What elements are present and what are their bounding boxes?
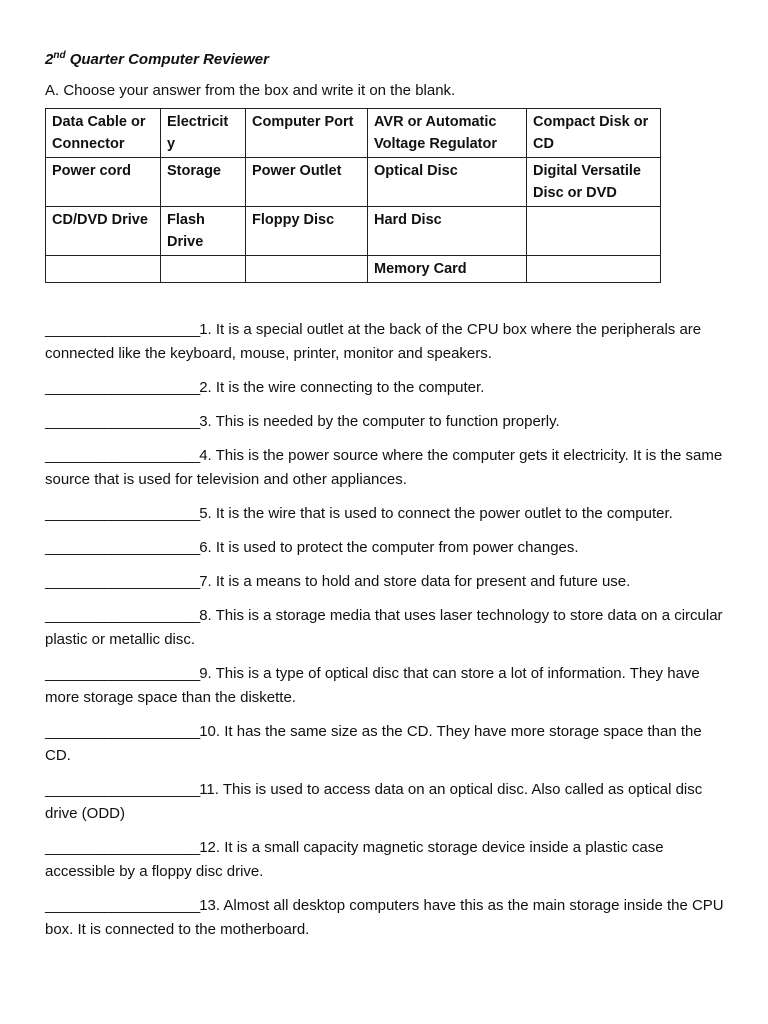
- question-text: 4. This is the power source where the computer gets it electricity. It is the same source that is used for television and other appliances.: [45, 447, 723, 488]
- answer-box-cell: [46, 256, 161, 283]
- answer-blank[interactable]: _____________________: [45, 413, 200, 430]
- answer-box-cell: Power cord: [46, 158, 161, 207]
- answer-box-cell: Storage: [161, 158, 246, 207]
- question-text: 9. This is a type of optical disc that can store a lot of information. They have more storage space than the diskette.: [45, 665, 700, 706]
- question-item: [45, 444, 725, 492]
- answer-blank[interactable]: _____________________: [45, 573, 200, 590]
- question-text: 7. It is a means to hold and store data for present and future use.: [199, 573, 631, 590]
- question-item: [45, 662, 725, 710]
- answer-blank[interactable]: _____________________: [45, 321, 200, 338]
- answer-blank[interactable]: _____________________: [45, 539, 200, 556]
- answer-box-row: [46, 256, 661, 283]
- answer-box-cell: CD/DVD Drive: [46, 207, 161, 256]
- question-item: [45, 318, 725, 366]
- instruction-text: A. Choose your answer from the box and write it on the blank.: [45, 82, 456, 99]
- question-text: 5. It is the wire that is used to connect the power outlet to the computer.: [199, 505, 673, 522]
- title-number: 2: [45, 51, 54, 68]
- answer-blank[interactable]: _____________________: [45, 447, 200, 464]
- answer-blank[interactable]: _____________________: [45, 379, 200, 396]
- answer-box-cell: [527, 256, 661, 283]
- answer-blank[interactable]: _____________________: [45, 723, 200, 740]
- answer-box-cell: Electricit y: [161, 109, 246, 158]
- question-item: [45, 604, 725, 652]
- question-item: [45, 894, 725, 942]
- page-title: [45, 50, 725, 70]
- answer-box-cell: Hard Disc: [368, 207, 527, 256]
- question-item: [45, 410, 725, 434]
- answer-box-row: [46, 109, 661, 158]
- question-item: [45, 502, 725, 526]
- answer-box-row: [46, 158, 661, 207]
- document-page: [45, 42, 725, 952]
- title-text: Quarter Computer Reviewer: [65, 51, 269, 68]
- question-text: 11. This is used to access data on an optical disc. Also called as optical disc drive (ODD): [45, 781, 703, 822]
- answer-box-cell: [246, 256, 368, 283]
- question-text: 10. It has the same size as the CD. They have more storage space than the CD.: [45, 723, 702, 764]
- question-text: 12. It is a small capacity magnetic storage device inside a plastic case accessible by a floppy disc drive.: [45, 839, 664, 880]
- question-item: [45, 778, 725, 826]
- answer-box-cell: Flash Drive: [161, 207, 246, 256]
- question-item: [45, 536, 725, 560]
- answer-box-cell: Memory Card: [368, 256, 527, 283]
- answer-box-row: [46, 207, 661, 256]
- title-superscript: nd: [53, 50, 66, 61]
- answer-blank[interactable]: _____________________: [45, 839, 200, 856]
- question-text: 6. It is used to protect the computer from power changes.: [199, 539, 579, 556]
- answer-blank[interactable]: _____________________: [45, 505, 200, 522]
- answer-blank[interactable]: _____________________: [45, 665, 200, 682]
- question-item: [45, 836, 725, 884]
- answer-box-table: [45, 108, 661, 283]
- question-item: [45, 376, 725, 400]
- question-item: [45, 570, 725, 594]
- answer-box-cell: [161, 256, 246, 283]
- question-text: 1. It is a special outlet at the back of the CPU box where the peripherals are connected like the keyboard, mouse, printer, monitor and speakers.: [45, 321, 702, 362]
- answer-blank[interactable]: _____________________: [45, 897, 200, 914]
- question-text: 3. This is needed by the computer to function properly.: [199, 413, 560, 430]
- answer-box-cell: Digital Versatile Disc or DVD: [527, 158, 661, 207]
- question-text: 8. This is a storage media that uses laser technology to store data on a circular plastic or metallic disc.: [45, 607, 723, 648]
- question-list: [45, 318, 725, 942]
- question-item: [45, 720, 725, 768]
- answer-box-cell: [527, 207, 661, 256]
- answer-box-cell: Floppy Disc: [246, 207, 368, 256]
- answer-box-cell: Data Cable or Connector: [46, 109, 161, 158]
- answer-box-cell: Compact Disk or CD: [527, 109, 661, 158]
- answer-blank[interactable]: _____________________: [45, 607, 200, 624]
- question-text: 2. It is the wire connecting to the computer.: [199, 379, 485, 396]
- question-text: 13. Almost all desktop computers have this as the main storage inside the CPU box. It is connected to the motherboard.: [45, 897, 724, 938]
- answer-blank[interactable]: _____________________: [45, 781, 200, 798]
- answer-box-cell: AVR or Automatic Voltage Regulator: [368, 109, 527, 158]
- answer-box-cell: Power Outlet: [246, 158, 368, 207]
- answer-box-cell: Computer Port: [246, 109, 368, 158]
- answer-box-cell: Optical Disc: [368, 158, 527, 207]
